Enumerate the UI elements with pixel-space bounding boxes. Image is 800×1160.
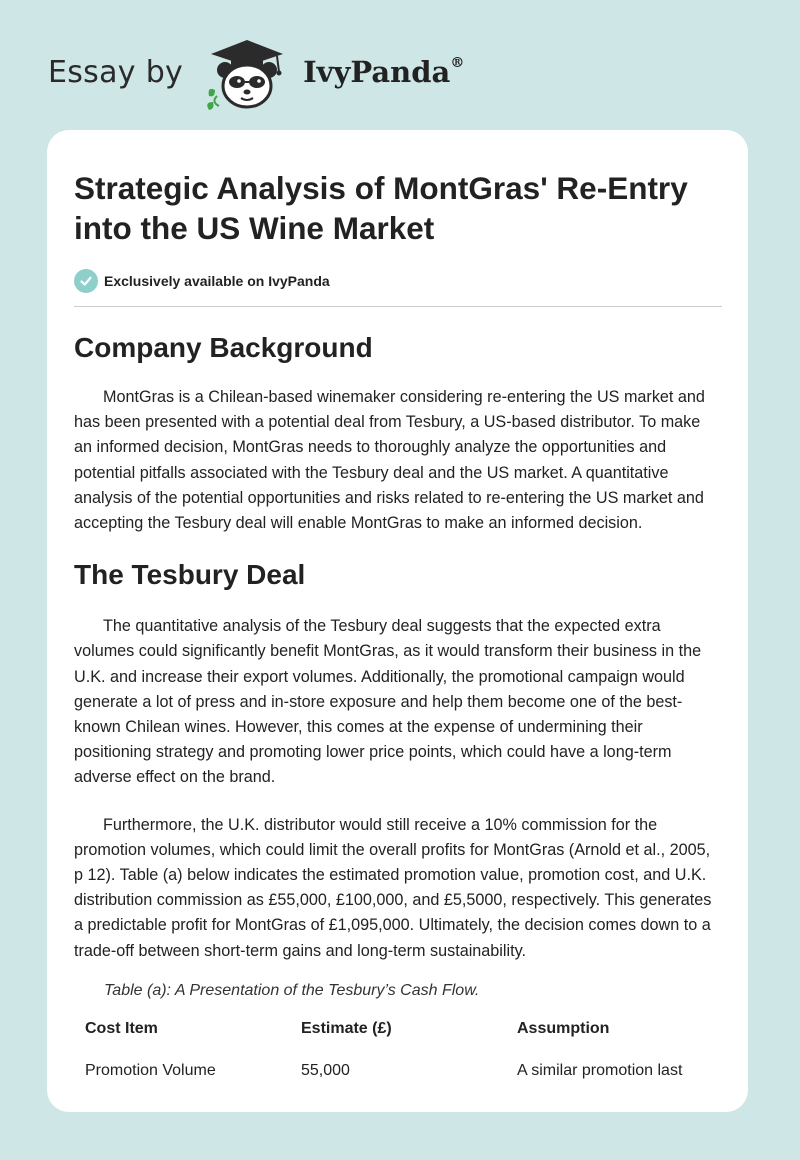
column-header: Assumption <box>517 1019 610 1037</box>
article-card <box>47 130 748 1112</box>
exclusive-badge <box>74 268 722 294</box>
paragraph: MontGras is a Chilean-based winemaker considering re-entering the US market and has been presented with a potential deal from Tesbury, a US-based distributor. To make an informed decision, MontGras needs to thoroughly analyze the opportunities and potential pitfalls associated with the Tesbury deal and the US market. A quantitative analysis of the potential opportunities and risks related to re-entering the US market and accepting the Tesbury deal will enable MontGras to make an informed decision. <box>74 388 705 533</box>
ivypanda-brand-name[interactable]: IvyPanda® <box>303 55 465 89</box>
table-caption: Table (a): A Presentation of the Tesbury’s Cash Flow. <box>104 981 480 999</box>
paragraph: Furthermore, the U.K. distributor would still receive a 10% commission for the promotion volumes, which could limit the overall profits for MontGras (Arnold et al., 2005, p 12). Table (a) below indicates the estimated promotion value, promotion cost, and U.K. distribution commission as £55,000, £100,000, and £5,5000, respectively. This generates a predictable profit for MontGras of £1,095,000. Ultimately, the decision comes down to a trade-off between short-term gains and long-term sustainability. <box>74 815 712 960</box>
cash-flow-table <box>85 1020 725 1082</box>
table-cell: A similar promotion last <box>517 1061 683 1079</box>
column-header: Cost Item <box>85 1019 158 1037</box>
table-row <box>85 1062 725 1082</box>
table-cell: Promotion Volume <box>85 1061 216 1079</box>
section-heading-company-background: Company Background <box>74 332 373 363</box>
essay-by-label: Essay by <box>48 54 184 90</box>
table-cell: 55,000 <box>301 1061 350 1079</box>
section-heading-tesbury-deal: The Tesbury Deal <box>74 559 306 591</box>
table-header-row <box>85 1020 725 1062</box>
paragraph: The quantitative analysis of the Tesbury deal suggests that the expected extra volumes could significantly benefit MontGras, as it would transform their business in the U.K. and increase their export volumes. Additionally, the promotional campaign would generate a lot of press and in-store exposure and help them become one of the best-known Chilean wines. However, this comes at the expense of undermining their positioning strategy and promoting lower price points, which could have a long-term adverse effect on the brand. <box>74 617 702 787</box>
article-title: Strategic Analysis of MontGras' Re-Entry into the US Wine Market <box>74 170 688 246</box>
brand-header <box>48 32 464 112</box>
column-header: Estimate (£) <box>301 1019 392 1037</box>
divider <box>74 306 722 307</box>
exclusive-text: Exclusively available on IvyPanda <box>104 273 330 289</box>
check-icon <box>74 269 98 293</box>
ivypanda-logo-icon[interactable] <box>197 32 297 112</box>
